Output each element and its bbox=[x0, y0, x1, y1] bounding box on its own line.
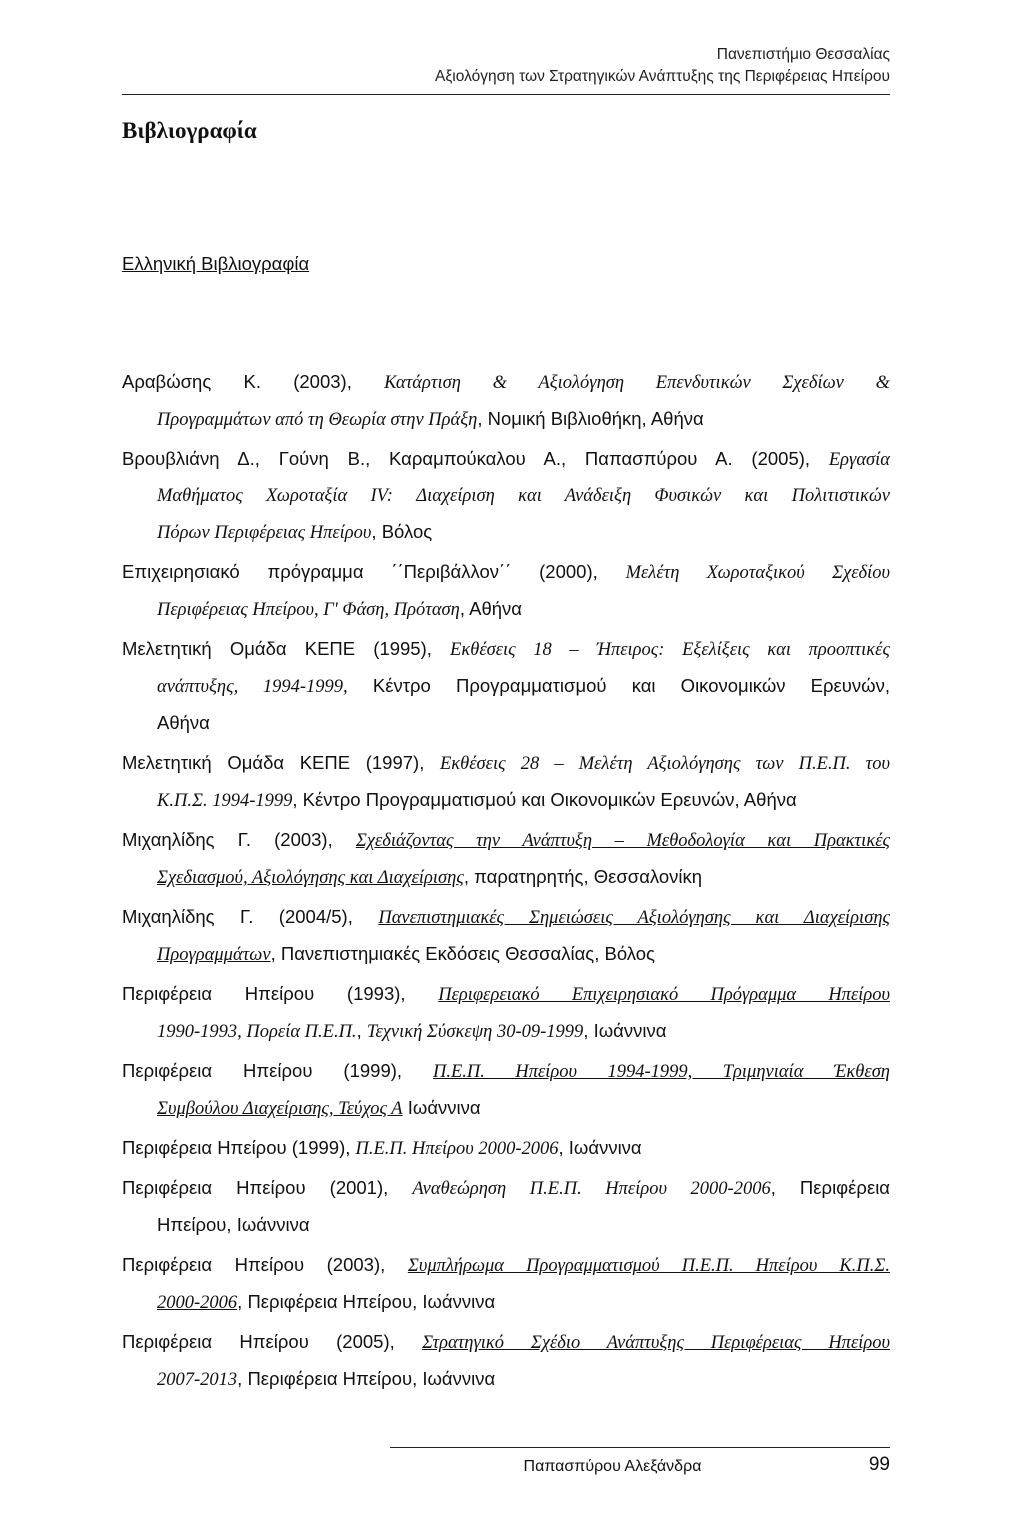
footer-rule bbox=[390, 1447, 890, 1448]
page-number: 99 bbox=[868, 1454, 890, 1475]
footer-author: Παπασπύρου Αλεξάνδρα bbox=[523, 1458, 702, 1475]
header-rule bbox=[122, 94, 890, 95]
reference-item: Μελετητική Ομάδα ΚΕΠΕ (1997), Εκθέσεις 28 – Μελέτη Αξιολόγησης των Π.Ε.Π. του Κ.Π.Σ. 1994-1999, Κέντρο Προγραμματισμού και Οικονομικών Ερευνών, Αθήνα bbox=[122, 752, 890, 811]
reference-item: Περιφέρεια Ηπείρου (1999), Π.Ε.Π. Ηπείρου 1994-1999, Τριμηνιαία Έκθεση Συμβούλου Διαχείρισης, Τεύχος Α Ιωάννινα bbox=[122, 1060, 890, 1119]
reference-item: Μελετητική Ομάδα ΚΕΠΕ (1995), Εκθέσεις 18 – Ήπειρος: Εξελίξεις και προοπτικές ανάπτυξης, 1994-1999, Κέντρο Προγραμματισμού και Οικονομικών Ερευνών, Αθήνα bbox=[122, 638, 890, 733]
reference-item: Περιφέρεια Ηπείρου (2003), Συμπλήρωμα Προγραμματισμού Π.Ε.Π. Ηπείρου Κ.Π.Σ. 2000-2006, Περιφέρεια Ηπείρου, Ιωάννινα bbox=[122, 1254, 890, 1313]
header-university: Πανεπιστήμιο Θεσσαλίας bbox=[716, 46, 890, 63]
reference-item: Βρουβλιάνη Δ., Γούνη Β., Καραμπούκαλου Α., Παπασπύρου Α. (2005), Εργασία Μαθήματος Χωροταξία IV: Διαχείριση και Ανάδειξη Φυσικών και Πολιτιστικών Πόρων Περιφέρειας Ηπείρου, Βόλος bbox=[122, 448, 890, 543]
reference-item: Μιχαηλίδης Γ. (2004/5), Πανεπιστημιακές Σημειώσεις Αξιολόγησης και Διαχείρισης Προγραμμάτων, Πανεπιστημιακές Εκδόσεις Θεσσαλίας, Βόλος bbox=[122, 906, 891, 965]
reference-item: Περιφέρεια Ηπείρου (2005), Στρατηγικό Σχέδιο Ανάπτυξης Περιφέρειας Ηπείρου 2007-2013, Περιφέρεια Ηπείρου, Ιωάννινα bbox=[122, 1331, 890, 1390]
reference-item: Περιφέρεια Ηπείρου (2001), Αναθεώρηση Π.Ε.Π. Ηπείρου 2000-2006, Περιφέρεια Ηπείρου, Ιωάννινα bbox=[122, 1177, 890, 1235]
section-title: Βιβλιογραφία bbox=[122, 118, 257, 143]
subsection-title: Ελληνική Βιβλιογραφία bbox=[122, 253, 310, 274]
reference-item: Περιφέρεια Ηπείρου (1999), Π.Ε.Π. Ηπείρου 2000-2006, Ιωάννινα bbox=[122, 1137, 642, 1159]
running-header bbox=[122, 44, 890, 88]
reference-list bbox=[122, 364, 890, 1401]
header-thesis-title: Αξιολόγηση των Στρατηγικών Ανάπτυξης της Περιφέρειας Ηπείρου bbox=[435, 68, 890, 85]
reference-item: Μιχαηλίδης Γ. (2003), Σχεδιάζοντας την Ανάπτυξη – Μεθοδολογία και Πρακτικές Σχεδιασμού, Αξιολόγησης και Διαχείρισης, παρατηρητής, Θεσσαλονίκη bbox=[122, 829, 890, 888]
reference-item: Επιχειρησιακό πρόγραμμα ΄΄Περιβάλλον΄΄ (2000), Μελέτη Χωροταξικού Σχεδίου Περιφέρειας Ηπείρου, Γ' Φάση, Πρόταση, Αθήνα bbox=[122, 561, 890, 620]
reference-item: Αραβώσης Κ. (2003), Κατάρτιση & Αξιολόγηση Επενδυτικών Σχεδίων & Προγραμμάτων από τη Θεωρία στην Πράξη, Νομική Βιβλιοθήκη, Αθήνα bbox=[122, 371, 890, 430]
reference-item: Περιφέρεια Ηπείρου (1993), Περιφερειακό Επιχειρησιακό Πρόγραμμα Ηπείρου 1990-1993, Πορεία Π.Ε.Π., Τεχνική Σύσκεψη 30-09-1999, Ιωάννινα bbox=[122, 983, 890, 1042]
